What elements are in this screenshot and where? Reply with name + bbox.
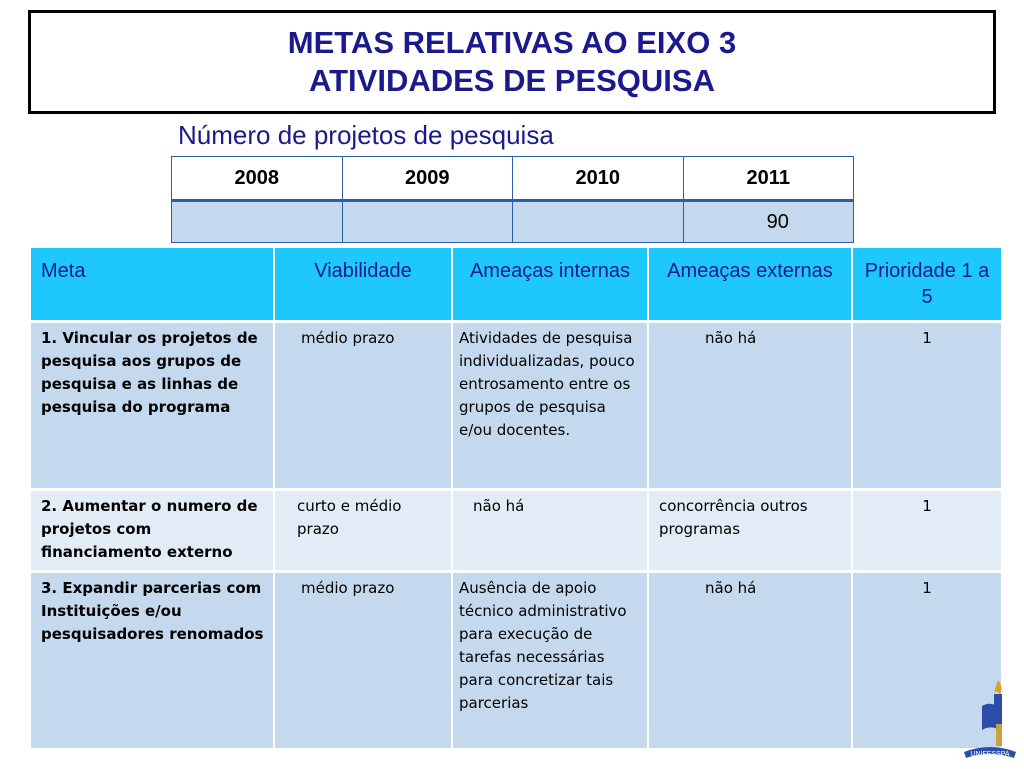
year-value-2009: [342, 201, 513, 243]
ameacas-externas-cell: não há: [648, 322, 852, 490]
prioridade-cell: 1: [852, 322, 1002, 490]
header-viabilidade: Viabilidade: [274, 248, 452, 322]
table-row: [30, 322, 1002, 490]
header-prioridade: Prioridade 1 a 5: [852, 248, 1002, 322]
table-row: [30, 572, 1002, 748]
year-value-2011: 90: [683, 201, 854, 243]
table-row: [30, 490, 1002, 572]
year-header-2008: 2008: [172, 157, 343, 201]
metas-header-row: [30, 248, 1002, 322]
header-ameacas-externas: Ameaças externas: [648, 248, 852, 322]
years-header-row: [172, 157, 854, 201]
ameacas-internas-cell: não há: [452, 490, 648, 572]
title-line-1: METAS RELATIVAS AO EIXO 3: [287, 25, 737, 60]
prioridade-cell: 1: [852, 572, 1002, 748]
ameacas-externas-cell: concorrência outros programas: [648, 490, 852, 572]
viabilidade-cell: curto e médio prazo: [274, 490, 452, 572]
years-table: [171, 156, 854, 243]
header-meta: Meta: [30, 248, 274, 322]
metas-table: [29, 248, 1003, 748]
ameacas-internas-cell: Ausência de apoio técnico administrativo para execução de tarefas necessárias para concretizar tais parcerias: [452, 572, 648, 748]
year-header-2010: 2010: [513, 157, 684, 201]
year-value-2008: [172, 201, 343, 243]
years-values-row: [172, 201, 854, 243]
prioridade-cell: 1: [852, 490, 1002, 572]
year-header-2009: 2009: [342, 157, 513, 201]
ameacas-internas-cell: Atividades de pesquisa individualizadas, pouco entrosamento entre os grupos de pesquisa e/ou docentes.: [452, 322, 648, 490]
year-value-2010: [513, 201, 684, 243]
subtitle: Número de projetos de pesquisa: [178, 120, 554, 150]
university-torch-logo-icon: [960, 676, 1020, 764]
title-line-2: ATIVIDADES DE PESQUISA: [309, 63, 715, 98]
meta-cell: 2. Aumentar o numero de projetos com financiamento externo: [30, 490, 274, 572]
viabilidade-cell: médio prazo: [274, 322, 452, 490]
year-header-2011: 2011: [683, 157, 854, 201]
header-ameacas-internas: Ameaças internas: [452, 248, 648, 322]
ameacas-externas-cell: não há: [648, 572, 852, 748]
viabilidade-cell: médio prazo: [274, 572, 452, 748]
meta-cell: 3. Expandir parcerias com Instituições e/ou pesquisadores renomados: [30, 572, 274, 748]
title-box: [28, 10, 996, 114]
logo-text: UNIFESSPA: [970, 751, 1010, 758]
meta-cell: 1. Vincular os projetos de pesquisa aos grupos de pesquisa e as linhas de pesquisa do programa: [30, 322, 274, 490]
